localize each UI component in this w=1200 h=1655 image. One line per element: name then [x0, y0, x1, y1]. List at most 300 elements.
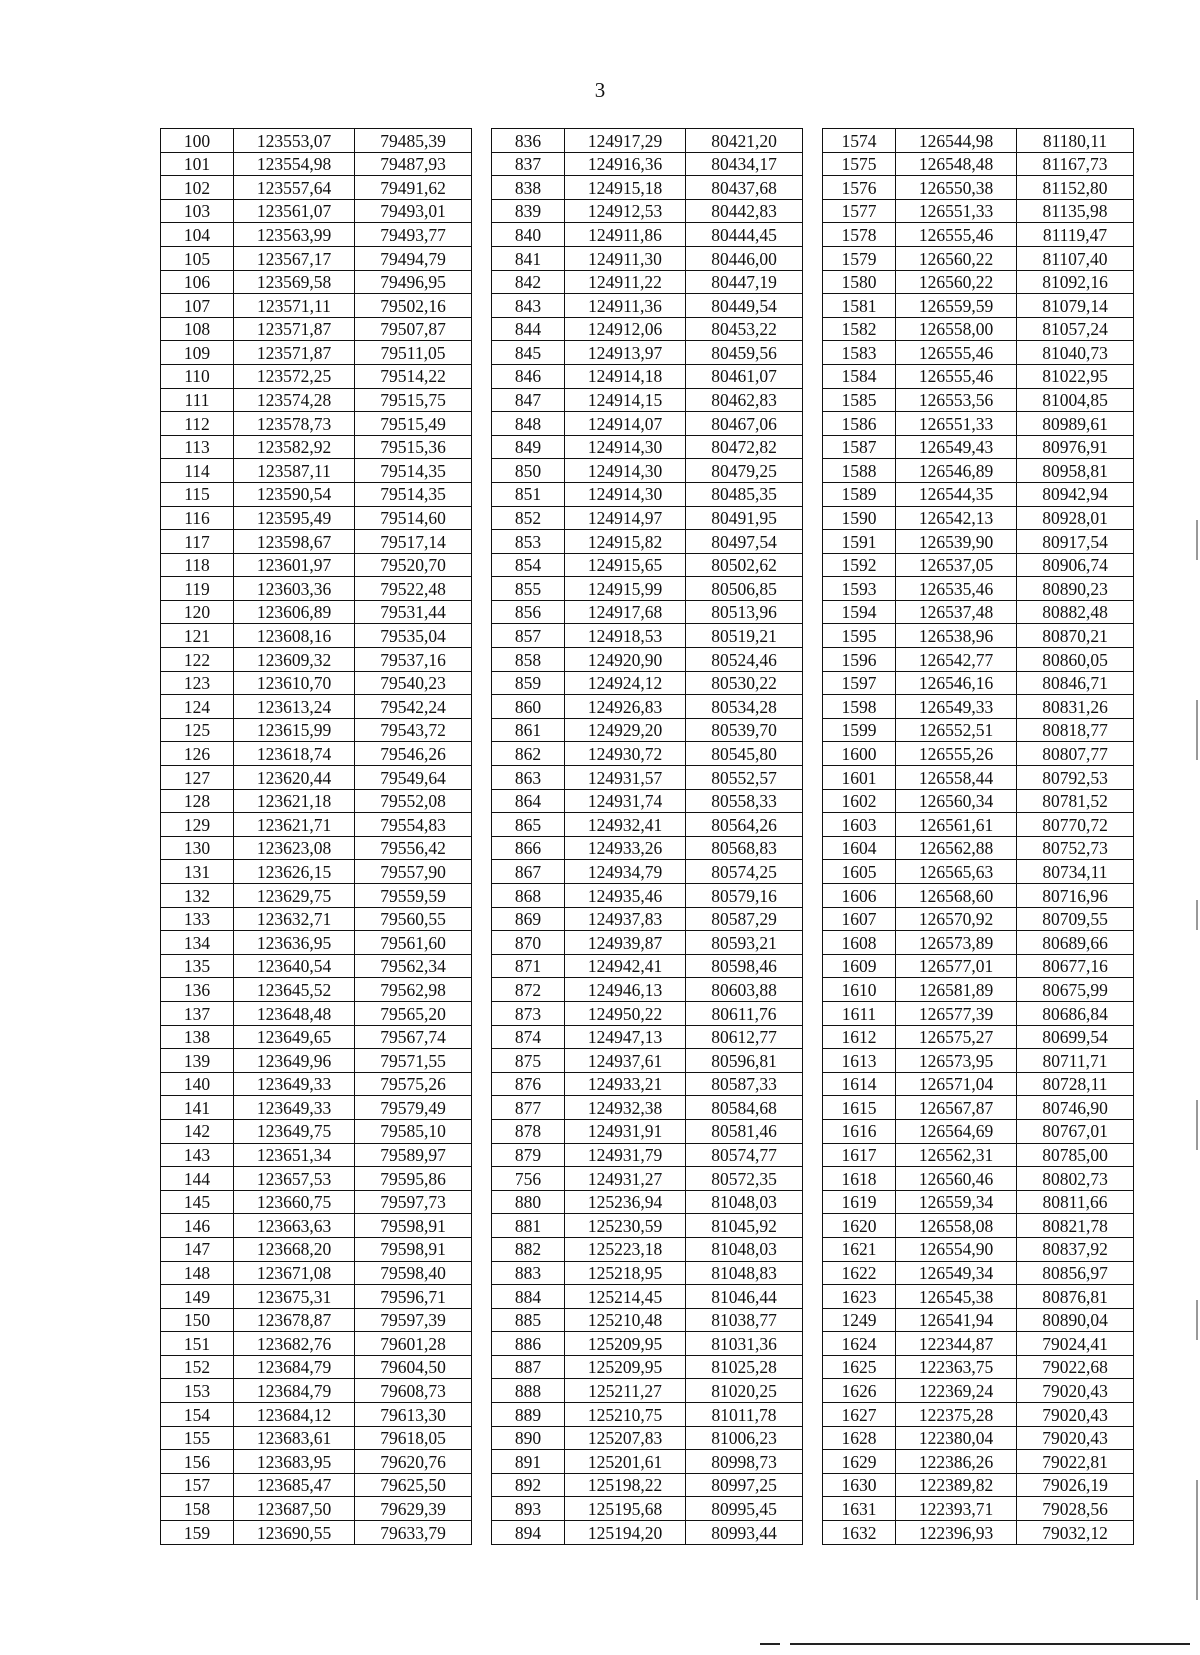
cell-text: 133 [183, 909, 211, 930]
cell-text: 142 [183, 1121, 211, 1142]
cell-text: 126565,63 [918, 861, 994, 882]
cell-text: 123606,89 [256, 602, 332, 623]
group-separator [803, 695, 823, 719]
cell-y-coordinate-a [355, 482, 472, 506]
cell-y-coordinate-c [1017, 1119, 1134, 1143]
cell-x-coordinate-a [234, 1143, 355, 1167]
cell-y-coordinate-a [355, 1473, 472, 1497]
table-row [161, 577, 1134, 601]
cell-text: 80568,83 [711, 838, 777, 859]
cell-text: 80564,26 [711, 814, 777, 835]
group-separator [803, 1096, 823, 1120]
cell-text: 80728,11 [1042, 1074, 1108, 1095]
cell-text: 123684,12 [256, 1404, 332, 1425]
cell-x-coordinate-c [896, 199, 1017, 223]
cell-text: 123649,75 [256, 1121, 332, 1142]
cell-y-coordinate-a [355, 152, 472, 176]
cell-point-number-a [161, 860, 234, 884]
cell-y-coordinate-a [355, 1143, 472, 1167]
cell-point-number-b [492, 884, 565, 908]
cell-x-coordinate-a [234, 1025, 355, 1049]
group-separator [472, 246, 492, 270]
cell-point-number-a [161, 459, 234, 483]
cell-point-number-c [823, 742, 896, 766]
cell-text: 882 [514, 1239, 542, 1260]
cell-text: 79597,39 [380, 1310, 446, 1331]
cell-text: 158 [183, 1498, 211, 1519]
cell-text: 79567,74 [380, 1027, 446, 1048]
table-row [161, 506, 1134, 530]
cell-y-coordinate-b [686, 1497, 803, 1521]
cell-x-coordinate-a [234, 270, 355, 294]
cell-x-coordinate-a [234, 648, 355, 672]
cell-point-number-b [492, 1001, 565, 1025]
table-row [161, 1450, 1134, 1474]
cell-point-number-a [161, 1426, 234, 1450]
cell-text: 1589 [841, 484, 877, 505]
cell-text: 124916,36 [587, 154, 663, 175]
cell-y-coordinate-c [1017, 860, 1134, 884]
cell-text: 126573,95 [918, 1050, 994, 1071]
table-row [161, 742, 1134, 766]
cell-y-coordinate-a [355, 577, 472, 601]
cell-text: 125201,61 [587, 1451, 663, 1472]
group-separator [472, 129, 492, 153]
cell-x-coordinate-b [565, 648, 686, 672]
cell-text: 123632,71 [256, 909, 332, 930]
cell-text: 1599 [841, 720, 877, 741]
cell-text: 79522,48 [380, 578, 446, 599]
group-separator [472, 294, 492, 318]
cell-point-number-b [492, 1332, 565, 1356]
cell-y-coordinate-b [686, 1332, 803, 1356]
cell-y-coordinate-b [686, 1403, 803, 1427]
cell-text: 123663,63 [256, 1215, 332, 1236]
cell-text: 80837,92 [1042, 1239, 1108, 1260]
cell-point-number-c [823, 459, 896, 483]
cell-point-number-b [492, 1403, 565, 1427]
cell-x-coordinate-b [565, 1355, 686, 1379]
cell-text: 124935,46 [587, 885, 663, 906]
cell-text: 79559,59 [380, 885, 446, 906]
cell-text: 80699,54 [1042, 1027, 1108, 1048]
group-separator [472, 1450, 492, 1474]
cell-point-number-c [823, 860, 896, 884]
cell-point-number-c [823, 317, 896, 341]
cell-text: 1582 [841, 319, 877, 340]
cell-y-coordinate-b [686, 553, 803, 577]
cell-text: 878 [514, 1121, 542, 1142]
cell-text: 80584,68 [711, 1097, 777, 1118]
cell-y-coordinate-c [1017, 1049, 1134, 1073]
cell-x-coordinate-a [234, 1521, 355, 1545]
cell-text: 123 [183, 673, 211, 694]
cell-y-coordinate-c [1017, 223, 1134, 247]
cell-text: 79561,60 [380, 932, 446, 953]
cell-y-coordinate-a [355, 1426, 472, 1450]
cell-x-coordinate-b [565, 1119, 686, 1143]
cell-text: 119 [184, 578, 210, 599]
cell-x-coordinate-c [896, 1237, 1017, 1261]
table-row [161, 1261, 1134, 1285]
cell-text: 80611,76 [711, 1003, 777, 1024]
cell-text: 1613 [841, 1050, 877, 1071]
cell-x-coordinate-b [565, 860, 686, 884]
cell-y-coordinate-a [355, 600, 472, 624]
cell-y-coordinate-b [686, 152, 803, 176]
cell-text: 139 [183, 1050, 211, 1071]
cell-text: 124912,06 [587, 319, 663, 340]
cell-text: 80785,00 [1042, 1145, 1108, 1166]
cell-text: 1610 [841, 979, 877, 1000]
cell-text: 124931,27 [587, 1168, 663, 1189]
cell-text: 847 [514, 390, 542, 411]
group-separator [472, 1426, 492, 1450]
cell-x-coordinate-a [234, 388, 355, 412]
cell-y-coordinate-b [686, 199, 803, 223]
cell-text: 80539,70 [711, 720, 777, 741]
cell-x-coordinate-b [565, 1521, 686, 1545]
cell-point-number-b [492, 624, 565, 648]
group-separator [803, 1308, 823, 1332]
cell-text: 80876,81 [1042, 1286, 1108, 1307]
cell-text: 1625 [841, 1357, 877, 1378]
cell-text: 123582,92 [256, 437, 332, 458]
cell-point-number-b [492, 553, 565, 577]
cell-point-number-a [161, 1001, 234, 1025]
cell-text: 857 [514, 626, 542, 647]
cell-point-number-a [161, 978, 234, 1002]
cell-point-number-a [161, 954, 234, 978]
cell-y-coordinate-a [355, 388, 472, 412]
cell-point-number-c [823, 1285, 896, 1309]
cell-text: 154 [183, 1404, 211, 1425]
cell-text: 123640,54 [256, 956, 332, 977]
cell-y-coordinate-a [355, 1214, 472, 1238]
cell-text: 124915,65 [587, 555, 663, 576]
cell-text: 80524,46 [711, 649, 777, 670]
cell-text: 81006,23 [711, 1428, 777, 1449]
group-separator [803, 199, 823, 223]
cell-text: 123574,28 [256, 390, 332, 411]
cell-y-coordinate-b [686, 1025, 803, 1049]
cell-text: 80434,17 [711, 154, 777, 175]
cell-point-number-c [823, 1001, 896, 1025]
cell-text: 883 [514, 1263, 542, 1284]
cell-text: 125218,95 [587, 1263, 663, 1284]
cell-x-coordinate-c [896, 223, 1017, 247]
cell-text: 81180,11 [1042, 130, 1108, 151]
cell-point-number-a [161, 766, 234, 790]
cell-text: 126551,33 [918, 413, 994, 434]
cell-text: 115 [184, 484, 210, 505]
cell-text: 126544,98 [918, 130, 994, 151]
cell-y-coordinate-a [355, 1308, 472, 1332]
cell-text: 1608 [841, 932, 877, 953]
cell-text: 126558,08 [918, 1215, 994, 1236]
cell-x-coordinate-a [234, 506, 355, 530]
cell-x-coordinate-b [565, 553, 686, 577]
cell-y-coordinate-c [1017, 317, 1134, 341]
cell-y-coordinate-a [355, 176, 472, 200]
cell-text: 858 [514, 649, 542, 670]
group-separator [803, 1261, 823, 1285]
cell-x-coordinate-a [234, 1261, 355, 1285]
cell-point-number-b [492, 152, 565, 176]
cell-x-coordinate-c [896, 671, 1017, 695]
cell-text: 80598,46 [711, 956, 777, 977]
group-separator [472, 836, 492, 860]
cell-point-number-a [161, 246, 234, 270]
cell-point-number-c [823, 1332, 896, 1356]
group-separator [803, 836, 823, 860]
cell-y-coordinate-c [1017, 553, 1134, 577]
cell-text: 123571,87 [256, 342, 332, 363]
cell-point-number-a [161, 1143, 234, 1167]
cell-y-coordinate-c [1017, 435, 1134, 459]
cell-x-coordinate-a [234, 1001, 355, 1025]
cell-text: 79537,16 [380, 649, 446, 670]
cell-text: 123678,87 [256, 1310, 332, 1331]
cell-text: 81167,73 [1042, 154, 1108, 175]
group-separator [803, 1521, 823, 1545]
cell-text: 140 [183, 1074, 211, 1095]
cell-text: 80461,07 [711, 366, 777, 387]
cell-text: 81045,92 [711, 1215, 777, 1236]
cell-text: 80995,45 [711, 1498, 777, 1519]
cell-text: 126549,43 [918, 437, 994, 458]
cell-text: 129 [183, 814, 211, 835]
cell-text: 80472,82 [711, 437, 777, 458]
cell-text: 124914,30 [587, 437, 663, 458]
cell-y-coordinate-b [686, 1308, 803, 1332]
cell-x-coordinate-a [234, 1049, 355, 1073]
cell-point-number-b [492, 1072, 565, 1096]
table-row [161, 1143, 1134, 1167]
cell-text: 126548,48 [918, 154, 994, 175]
cell-y-coordinate-a [355, 412, 472, 436]
cell-text: 124 [183, 696, 211, 717]
cell-point-number-c [823, 718, 896, 742]
cell-text: 1606 [841, 885, 877, 906]
cell-point-number-b [492, 718, 565, 742]
cell-text: 101 [183, 154, 211, 175]
table-row [161, 813, 1134, 837]
cell-text: 79543,72 [380, 720, 446, 741]
cell-text: 126539,90 [918, 531, 994, 552]
cell-y-coordinate-a [355, 836, 472, 860]
cell-x-coordinate-b [565, 1497, 686, 1521]
cell-point-number-a [161, 931, 234, 955]
cell-x-coordinate-a [234, 341, 355, 365]
cell-text: 80572,35 [711, 1168, 777, 1189]
cell-text: 1592 [841, 555, 877, 576]
cell-text: 1630 [841, 1475, 877, 1496]
cell-y-coordinate-a [355, 270, 472, 294]
cell-text: 839 [514, 201, 542, 222]
cell-text: 143 [183, 1145, 211, 1166]
cell-y-coordinate-a [355, 648, 472, 672]
cell-text: 838 [514, 177, 542, 198]
cell-text: 80467,06 [711, 413, 777, 434]
cell-text: 80603,88 [711, 979, 777, 1000]
cell-text: 79579,49 [380, 1097, 446, 1118]
cell-text: 80752,73 [1042, 838, 1108, 859]
cell-text: 123608,16 [256, 626, 332, 647]
cell-text: 80558,33 [711, 791, 777, 812]
cell-x-coordinate-a [234, 1237, 355, 1261]
cell-text: 124947,13 [587, 1027, 663, 1048]
cell-x-coordinate-c [896, 435, 1017, 459]
cell-y-coordinate-b [686, 1190, 803, 1214]
cell-text: 892 [514, 1475, 542, 1496]
cell-text: 126555,46 [918, 224, 994, 245]
cell-point-number-a [161, 223, 234, 247]
cell-text: 124911,86 [588, 224, 662, 245]
cell-x-coordinate-a [234, 1308, 355, 1332]
scan-edge-mark [1196, 520, 1198, 560]
cell-text: 128 [183, 791, 211, 812]
group-separator [472, 459, 492, 483]
cell-text: 1624 [841, 1333, 877, 1354]
cell-point-number-c [823, 553, 896, 577]
cell-y-coordinate-a [355, 1119, 472, 1143]
cell-text: 126577,39 [918, 1003, 994, 1024]
cell-text: 124950,22 [587, 1003, 663, 1024]
cell-text: 126573,89 [918, 932, 994, 953]
table-row [161, 860, 1134, 884]
cell-point-number-c [823, 364, 896, 388]
cell-text: 130 [183, 838, 211, 859]
cell-text: 1585 [841, 390, 877, 411]
cell-y-coordinate-a [355, 435, 472, 459]
cell-y-coordinate-b [686, 1355, 803, 1379]
cell-text: 80545,80 [711, 743, 777, 764]
cell-point-number-b [492, 294, 565, 318]
cell-text: 864 [514, 791, 542, 812]
cell-text: 126570,92 [918, 909, 994, 930]
group-separator [803, 789, 823, 813]
cell-text: 125198,22 [587, 1475, 663, 1496]
cell-point-number-c [823, 388, 896, 412]
cell-point-number-a [161, 1450, 234, 1474]
cell-y-coordinate-b [686, 695, 803, 719]
cell-x-coordinate-c [896, 718, 1017, 742]
cell-point-number-a [161, 718, 234, 742]
cell-text: 1598 [841, 696, 877, 717]
cell-text: 126549,34 [918, 1263, 994, 1284]
cell-point-number-b [492, 1355, 565, 1379]
cell-text: 1632 [841, 1522, 877, 1543]
group-separator [803, 1072, 823, 1096]
cell-text: 80491,95 [711, 508, 777, 529]
cell-text: 123623,08 [256, 838, 332, 859]
group-separator [803, 1285, 823, 1309]
cell-x-coordinate-c [896, 1167, 1017, 1191]
table-row [161, 530, 1134, 554]
cell-x-coordinate-a [234, 695, 355, 719]
cell-y-coordinate-b [686, 671, 803, 695]
cell-point-number-a [161, 1025, 234, 1049]
cell-point-number-a [161, 1473, 234, 1497]
cell-text: 888 [514, 1381, 542, 1402]
cell-y-coordinate-c [1017, 600, 1134, 624]
cell-text: 79596,71 [380, 1286, 446, 1307]
cell-y-coordinate-b [686, 435, 803, 459]
cell-x-coordinate-a [234, 577, 355, 601]
cell-text: 137 [183, 1003, 211, 1024]
cell-y-coordinate-a [355, 246, 472, 270]
group-separator [803, 1473, 823, 1497]
cell-x-coordinate-c [896, 506, 1017, 530]
cell-text: 123687,50 [256, 1498, 332, 1519]
cell-y-coordinate-b [686, 1379, 803, 1403]
cell-point-number-a [161, 1049, 234, 1073]
cell-text: 132 [183, 885, 211, 906]
cell-text: 123615,99 [256, 720, 332, 741]
cell-text: 81004,85 [1042, 390, 1108, 411]
cell-y-coordinate-c [1017, 1473, 1134, 1497]
cell-point-number-c [823, 813, 896, 837]
cell-y-coordinate-b [686, 1450, 803, 1474]
cell-text: 80821,78 [1042, 1215, 1108, 1236]
cell-x-coordinate-c [896, 129, 1017, 153]
cell-text: 126581,89 [918, 979, 994, 1000]
cell-text: 126546,89 [918, 460, 994, 481]
cell-y-coordinate-b [686, 1426, 803, 1450]
cell-y-coordinate-a [355, 1497, 472, 1521]
cell-text: 79507,87 [380, 319, 446, 340]
cell-point-number-b [492, 317, 565, 341]
cell-y-coordinate-c [1017, 459, 1134, 483]
cell-x-coordinate-b [565, 152, 686, 176]
cell-y-coordinate-b [686, 718, 803, 742]
cell-point-number-b [492, 1308, 565, 1332]
cell-x-coordinate-c [896, 1426, 1017, 1450]
cell-text: 126555,26 [918, 743, 994, 764]
cell-text: 79511,05 [380, 342, 446, 363]
table-row [161, 1497, 1134, 1521]
group-separator [803, 129, 823, 153]
cell-point-number-a [161, 789, 234, 813]
cell-x-coordinate-a [234, 1096, 355, 1120]
cell-point-number-c [823, 246, 896, 270]
table-row [161, 1096, 1134, 1120]
cell-point-number-c [823, 1450, 896, 1474]
table-row [161, 718, 1134, 742]
cell-point-number-b [492, 1285, 565, 1309]
cell-x-coordinate-a [234, 317, 355, 341]
cell-x-coordinate-a [234, 742, 355, 766]
cell-text: 123554,98 [256, 154, 332, 175]
cell-point-number-b [492, 600, 565, 624]
cell-y-coordinate-c [1017, 648, 1134, 672]
cell-text: 123648,48 [256, 1003, 332, 1024]
table-row [161, 1001, 1134, 1025]
group-separator [803, 742, 823, 766]
cell-text: 124931,74 [587, 791, 663, 812]
cell-point-number-c [823, 695, 896, 719]
cell-text: 81040,73 [1042, 342, 1108, 363]
cell-text: 153 [183, 1381, 211, 1402]
cell-text: 122386,26 [918, 1451, 994, 1472]
cell-text: 124914,15 [587, 390, 663, 411]
cell-text: 149 [183, 1286, 211, 1307]
cell-text: 117 [184, 531, 210, 552]
cell-text: 79633,79 [380, 1522, 446, 1543]
cell-text: 152 [183, 1357, 211, 1378]
cell-point-number-b [492, 1497, 565, 1521]
